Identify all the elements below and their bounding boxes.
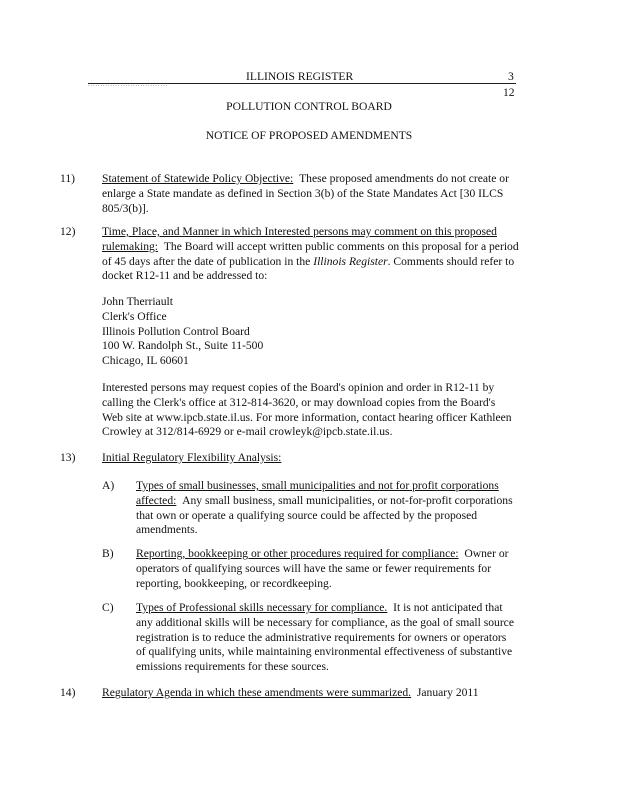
notice-title: NOTICE OF PROPOSED AMENDMENTS xyxy=(205,129,413,142)
item-c-text: any additional skills will be necessary for compliance, as the goal of small source xyxy=(136,615,514,629)
item-b-text: reporting, bookkeeping, or recordkeeping. xyxy=(136,576,332,590)
section-12-text: Web site at www.ipcb.state.il.us. For more information, contact hearing officer Kathleen xyxy=(102,410,512,424)
address-line: Chicago, IL 60601 xyxy=(102,354,189,368)
section-13-number: 13) xyxy=(60,451,76,464)
item-b-body xyxy=(136,547,542,591)
section-11-text: 805/3(b)]. xyxy=(102,201,149,215)
section-11-heading: Statement of Statewide Policy Objective: xyxy=(102,172,294,185)
item-a-letter: A) xyxy=(102,479,115,492)
section-12-text: Crowley at 312/814-6929 or e-mail crowleyk@ipcb.state.il.us. xyxy=(102,425,393,439)
section-11-number: 11) xyxy=(60,172,76,185)
item-a-text: that own or operate a qualifying source could be affected by the proposed xyxy=(136,508,478,522)
section-12-text: calling the Clerk's office at 312-814-3620, or may download copies from the Board's xyxy=(102,395,496,409)
section-14-text: January 2011 xyxy=(416,686,479,699)
item-a-heading: affected: xyxy=(136,493,177,507)
address-line: 100 W. Randolph St., Suite 11-500 xyxy=(102,339,264,353)
section-14-heading: Regulatory Agenda in which these amendments were summarized. xyxy=(102,686,412,699)
section-12-heading: rulemaking: xyxy=(102,239,159,253)
illinois-register-italic: Illinois Register xyxy=(313,254,388,268)
item-c-heading: Types of Professional skills necessary for compliance. xyxy=(136,601,388,614)
section-12-number: 12) xyxy=(60,225,76,238)
register-title: ILLINOIS REGISTER xyxy=(246,70,354,83)
section-11-body xyxy=(102,172,542,216)
section-14-number: 14) xyxy=(60,686,76,699)
item-a-text: amendments. xyxy=(136,523,198,537)
item-c-text: of qualifying units, while maintaining environmental effectiveness of substantive xyxy=(136,645,513,659)
address-line: Illinois Pollution Control Board xyxy=(102,324,250,338)
item-c-letter: C) xyxy=(102,601,114,614)
section-14-body xyxy=(102,686,542,701)
item-b-letter: B) xyxy=(102,547,114,560)
item-a-heading: Types of small businesses, small municipalities and not for profit corporations xyxy=(136,479,499,492)
page-number-bottom: 12 xyxy=(503,86,515,99)
section-11-text: enlarge a State mandate as defined in Section 3(b) of the State Mandates Act [30 ILCS xyxy=(102,186,504,200)
item-b-heading: Reporting, bookkeeping or other procedures required for compliance: xyxy=(136,547,459,560)
section-12-heading: Time, Place, and Manner in which Interested persons may comment on this proposed xyxy=(102,225,497,238)
section-12-text: of 45 days after the date of publication in the xyxy=(102,254,311,268)
item-b-text: Owner or xyxy=(464,547,509,560)
section-13-heading: Initial Regulatory Flexibility Analysis: xyxy=(102,451,282,464)
item-c-body xyxy=(136,601,542,675)
section-12-text: . Comments should refer to xyxy=(387,254,515,268)
agency-heading: POLLUTION CONTROL BOARD xyxy=(226,100,392,113)
item-c-text: registration is to reduce the administrative requirements for owners or operators xyxy=(136,630,507,644)
item-b-text: operators of qualifying sources will have the same or fewer requirements for xyxy=(136,561,492,575)
page-number-top: 3 xyxy=(508,70,514,83)
item-c-text: It is not anticipated that xyxy=(393,601,503,614)
section-12-body xyxy=(102,225,542,284)
section-12-text: docket R12-11 and be addressed to: xyxy=(102,269,268,283)
header-leader-dots: ................................ xyxy=(88,82,168,88)
section-12-text: Interested persons may request copies of the Board's opinion and order in R12-11 by xyxy=(102,381,495,394)
item-a-body xyxy=(136,479,542,538)
section-11-text: These proposed amendments do not create or xyxy=(299,172,509,185)
address-line: John Therriault xyxy=(102,295,173,308)
item-c-text: emissions requirements for these sources. xyxy=(136,660,329,674)
section-12-closing xyxy=(102,381,542,440)
address-line: Clerk's Office xyxy=(102,309,167,323)
clerk-address-block xyxy=(102,295,542,369)
item-a-text: Any small business, small municipalities, or not-for-profit corporations xyxy=(182,493,513,507)
section-12-text: The Board will accept written public comments on this proposal for a period xyxy=(163,239,519,253)
